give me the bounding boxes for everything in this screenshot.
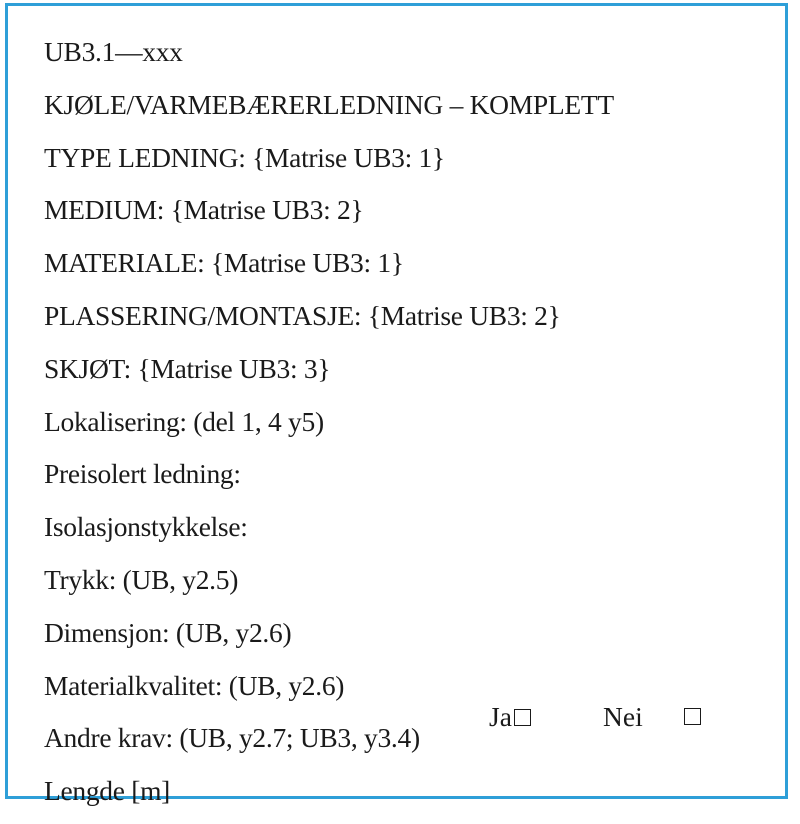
ja-checkbox[interactable] <box>514 709 531 726</box>
trykk-line: Trykk: (UB, y2.5) <box>44 563 239 595</box>
materialkvalitet-line: Materialkvalitet: (UB, y2.6) <box>44 669 345 701</box>
preisolert-line: Preisolert ledning: <box>44 458 241 490</box>
option-ja-label: Ja <box>489 701 512 732</box>
plassering-line: PLASSERING/MONTASJE: {Matrise UB3: 2} <box>44 299 561 331</box>
medium-line: MEDIUM: {Matrise UB3: 2} <box>44 194 364 226</box>
lokalisering-line: Lokalisering: (del 1, 4 y5) <box>44 405 324 437</box>
lengde-line: Lengde [m] <box>44 775 171 807</box>
type-ledning-line: TYPE LEDNING: {Matrise UB3: 1} <box>44 141 445 173</box>
skjot-line: SKJØT: {Matrise UB3: 3} <box>44 352 331 384</box>
option-ja <box>489 697 531 737</box>
materiale-line: MATERIALE: {Matrise UB3: 1} <box>44 247 404 279</box>
spec-title: KJØLE/VARMEBÆRERLEDNING – KOMPLETT <box>44 88 614 120</box>
spec-code: UB3.1—xxx <box>44 36 183 67</box>
spec-box <box>5 3 788 807</box>
nei-checkbox[interactable] <box>684 708 701 725</box>
isolasjonstykkelse-line: Isolasjonstykkelse: <box>44 511 248 543</box>
dimensjon-line: Dimensjon: (UB, y2.6) <box>44 616 292 648</box>
option-nei-label: Nei <box>603 701 643 732</box>
option-nei <box>603 697 643 737</box>
andre-krav-line: Andre krav: (UB, y2.7; UB3, y3.4) <box>44 722 420 754</box>
